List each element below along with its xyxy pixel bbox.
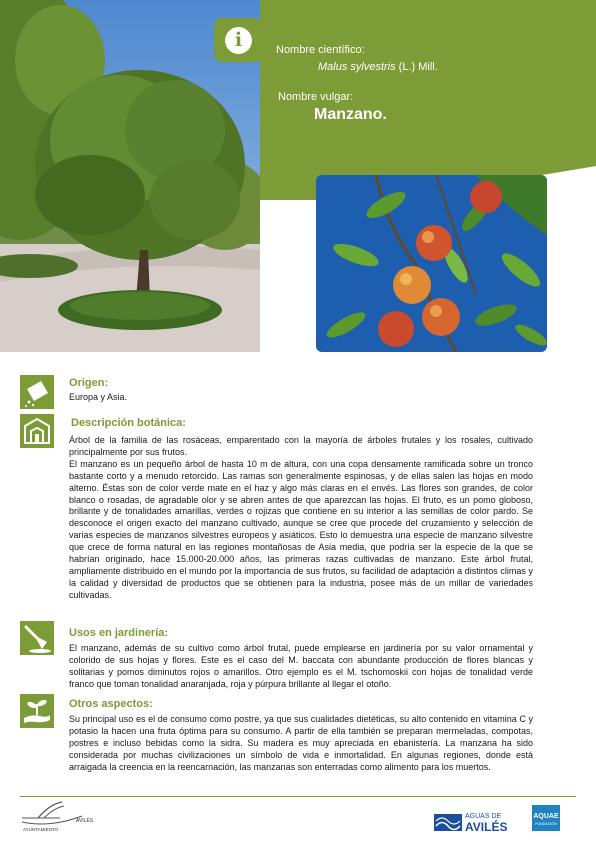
paragraph: Árbol de la familia de las rosáceas, emparentado con la mayoría de árboles frutales y los rosales, cultivado principalmente por sus frutos. — [69, 435, 533, 457]
hand-plant-icon — [20, 694, 54, 728]
info-icon: i — [225, 27, 252, 54]
scientific-name — [318, 61, 438, 73]
aguas-line1: AGUAS DE — [465, 813, 502, 820]
section-text-description — [69, 435, 533, 602]
paragraph: Europa y Asia. — [69, 392, 128, 402]
apple-photo — [316, 175, 547, 352]
scientific-name-label: Nombre científico: — [276, 44, 365, 56]
scientific-name-italic: Malus sylvestris — [318, 61, 396, 73]
scientific-name-author: (L.) Mill. — [395, 61, 438, 73]
paragraph: Su principal uso es el de consumo como postre, ya que sus cualidades dietéticas, su alto contenido en vitamina C y potasio la hacen una fruta óptima para su consumo. A partir de ella también se preparan mermeladas, compotas, postres e incluso bebidas como la sidra. Su madera es muy apreciada en ebanistería. La manzana ha sido considerada por muchas civilizaciones un símbolo de vida e inmortalidad. En algunas regiones, donde está arraigada la creencia en la reencarnación, las manzanas son enterradas como alimento para los muertos. — [69, 714, 533, 772]
section-title-origin: Origen: — [69, 377, 109, 389]
section-title-other: Otros aspectos: — [69, 698, 153, 710]
common-name: Manzano. — [314, 106, 387, 123]
description-icon — [20, 414, 54, 448]
aviles-city-text: AVILÉS — [76, 818, 94, 824]
aquae-name: AQUAE — [533, 813, 559, 820]
gardening-trowel-icon — [20, 621, 54, 655]
section-text-origin — [69, 392, 533, 404]
footer-divider — [20, 796, 576, 797]
paragraph: El manzano, además de su cultivo como árbol frutal, puede emplearse en jardinería por su valor ornamental y colorido de sus hojas y flores. Este es el caso del M. baccata con abundante producción de flores blancas y solitarias y pomos diminutos rojos o amarillos. Otro ejemplo es el M. tschomoskii con hojas de tonalidad verde franco que toman tonalidad anaranjada, roja y púrpura brillante al llegar el otoño. — [69, 643, 533, 689]
aquae-sub: FUNDACIÓN — [535, 822, 557, 826]
aguas-line2: AVILÉS — [465, 820, 508, 834]
aguas-de-aviles-logo — [434, 805, 516, 835]
section-title-gardening: Usos en jardinería: — [69, 627, 169, 639]
origin-icon — [20, 375, 54, 409]
section-text-gardening — [69, 643, 533, 691]
section-title-description: Descripción botánica: — [71, 417, 186, 429]
paragraph: El manzano es un pequeño árbol de hasta 10 m de altura, con una copa densamente ramificada sobre un tronco bastante corto y a menudo retorcido. Las ramas son generalmente espinosas, y de ellas salen las hojas en modo alterno. Éstas son de color verde mate en el haz y algo más claras en el envés. Las flores son grandes, de color blanco o rosadas, de agradable olor y se abren antes de que aparezcan las hojas. El fruto, es un pomo globoso, brillante y de tonalidades amarillas, verdes o rojizas que contiene en su interior a las semillas de color pardo. Se desconoce el origen exacto del manzano cultivado, aunque se cree que procede del cruzamiento y selección de varias especies de manzanos silvestres europeos y asiáticos. Esto lo demuestra una especie de manzano silvestre que crece de forma natural en las regiones montañosas de Asia media, que podría ser la especie de la que se habrían originado, hace 15.000-20.000 años, las primeras razas cultivadas de manzano. Este árbol frutal, ampliamente distribuido en el mundo por la importancia de sus frutos, su facilidad de adaptación a distintos climas y la calidad y diversidad de productos que se obtienen para la industria, posee más de un millar de variedades cultivadas. — [69, 458, 533, 600]
fundacion-aquae-logo — [532, 805, 560, 831]
ayuntamiento-text: AYUNTAMIENTO — [23, 827, 59, 832]
common-name-label: Nombre vulgar: — [278, 91, 354, 103]
ayuntamiento-aviles-logo — [20, 800, 100, 834]
section-text-other — [69, 714, 533, 774]
